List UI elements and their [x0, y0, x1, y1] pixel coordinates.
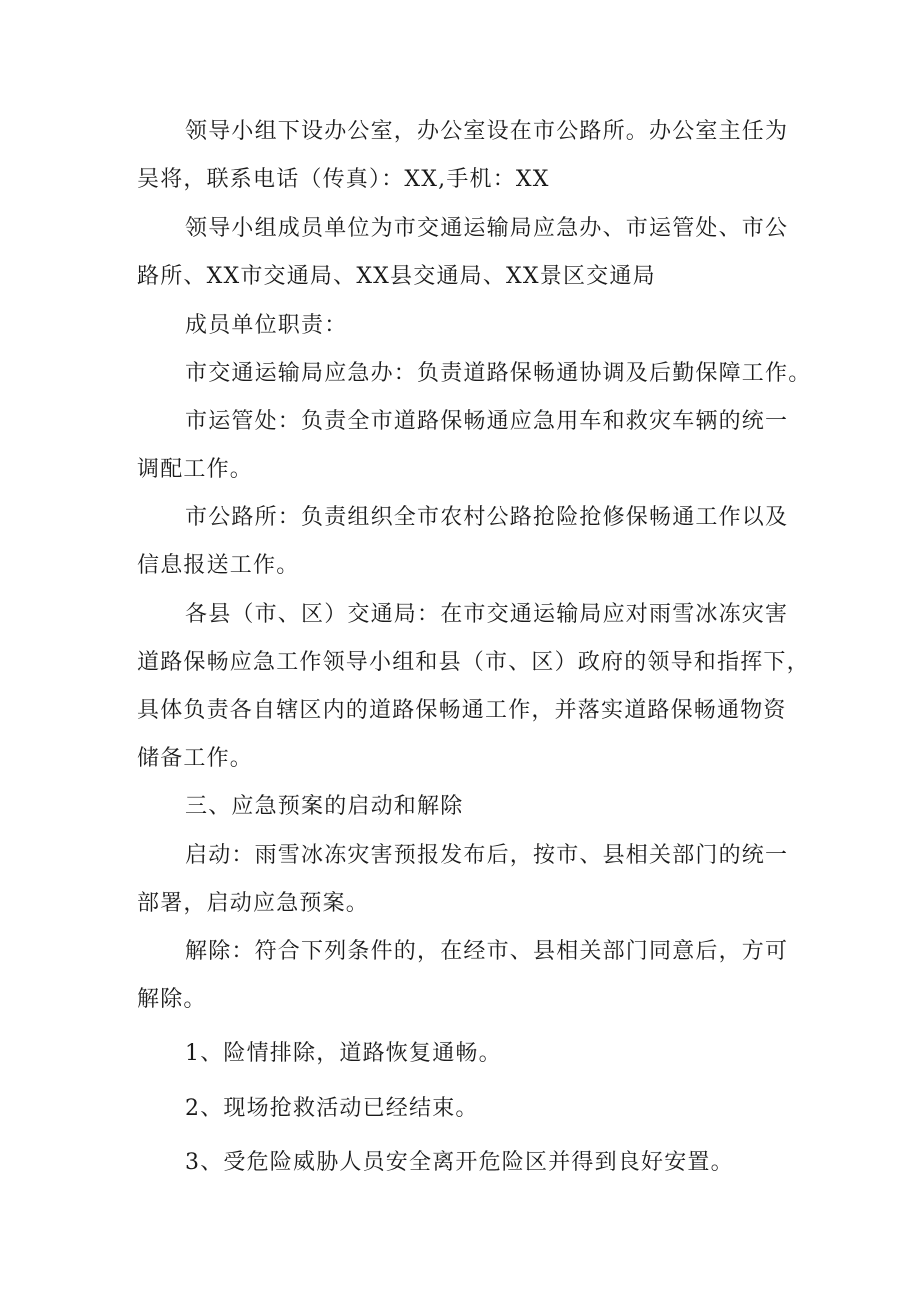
text-line: 三、应急预案的启动和解除	[185, 794, 464, 819]
text-line: 道路保畅应急工作领导小组和县（市、区）政府的领导和指挥下，	[137, 650, 810, 675]
text-line: 解除。	[137, 987, 207, 1012]
text-line: 领导小组下设办公室，办公室设在市公路所。办公室主任为	[185, 119, 789, 144]
text-line: 储备工作。	[137, 746, 254, 771]
text-line: 信息报送工作。	[137, 553, 300, 578]
text-line: 1、险情排除，道路恢复通畅。	[185, 1041, 502, 1066]
text-line: 市公路所：负责组织全市农村公路抢险抢修保畅通工作以及	[185, 505, 789, 530]
text-line: 各县（市、区）交通局：在市交通运输局应对雨雪冰冻灾害	[185, 602, 789, 627]
text-line: 路所、XX市交通局、XX县交通局、XX景区交通局	[137, 264, 656, 289]
text-line: 领导小组成员单位为市交通运输局应急办、市运管处、市公	[185, 216, 789, 241]
text-line: 市交通运输局应急办：负责道路保畅通协调及后勤保障工作。	[185, 361, 812, 386]
text-line: 启动：雨雪冰冻灾害预报发布后，按市、县相关部门的统一	[185, 843, 789, 868]
text-line: 解除：符合下列条件的，在经市、县相关部门同意后，方可	[185, 939, 789, 964]
text-line: 2、现场抢救活动已经结束。	[185, 1096, 479, 1121]
text-line: 吴将，联系电话（传真）：XX,手机：XX	[137, 167, 550, 192]
text-line: 调配工作。	[137, 457, 254, 482]
text-line: 3、受危险威胁人员安全离开危险区并得到良好安置。	[185, 1150, 734, 1175]
text-line: 部署，启动应急预案。	[137, 891, 370, 916]
text-line: 具体负责各自辖区内的道路保畅通工作，并落实道路保畅通物资	[137, 698, 787, 723]
text-line: 市运管处：负责全市道路保畅通应急用车和救灾车辆的统一	[185, 409, 789, 434]
text-line: 成员单位职责：	[185, 313, 348, 338]
